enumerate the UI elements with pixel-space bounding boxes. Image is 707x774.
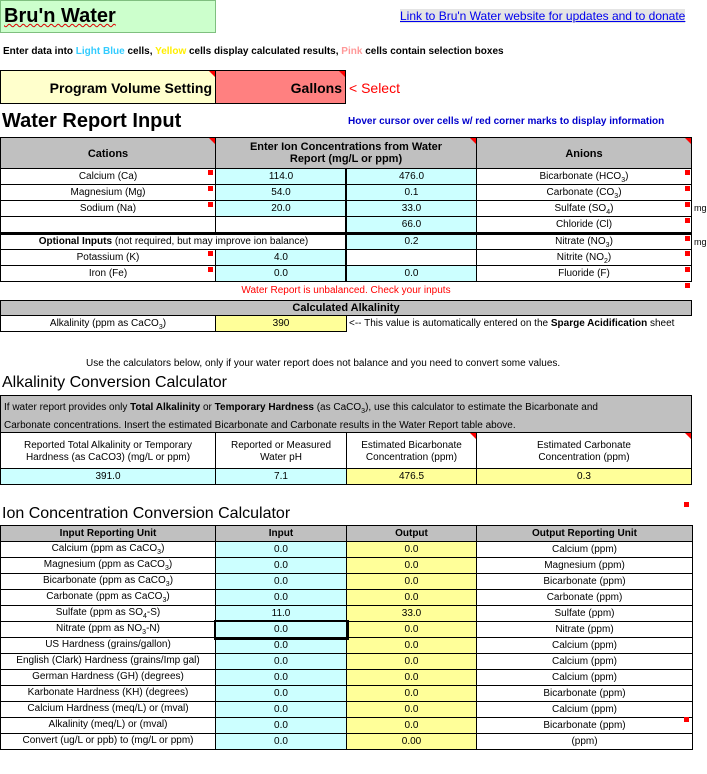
info-marker[interactable] (684, 717, 689, 722)
instructions: Enter data into Light Blue cells, Yellow cells display calculated results, Pink cells contain selection boxes (3, 46, 504, 57)
magnesium-input[interactable]: 54.0 (215, 184, 347, 201)
side-unit-2: mg (694, 237, 707, 247)
conversion-input[interactable]: 0.0 (216, 542, 347, 558)
water-report-title: Water Report Input (2, 110, 182, 132)
ion-conversion-table (0, 525, 693, 750)
info-marker[interactable] (685, 186, 690, 191)
input-unit-label: US Hardness (grains/gallon) (1, 638, 216, 654)
input-unit-label: Carbonate (ppm as CaCO$_3$) (1, 590, 216, 606)
reported-alkalinity-input[interactable]: 391.0 (0, 468, 216, 485)
input-unit-label: Bicarbonate (ppm as CaCO$_3$) (1, 574, 216, 590)
potassium-input[interactable]: 4.0 (215, 249, 347, 266)
conversion-input[interactable]: 0.0 (216, 686, 347, 702)
table-row (1, 734, 693, 750)
cation-label-sodium: Sodium (Na) (0, 200, 216, 217)
table-row (1, 718, 693, 734)
table-row (1, 590, 693, 606)
output-unit-label: Carbonate (ppm) (477, 590, 693, 606)
input-unit-label: Calcium (ppm as CaCO$_3$) (1, 542, 216, 558)
input-unit-label: Alkalinity (meq/L) or (mval) (1, 718, 216, 734)
legend-yellow: Yellow (155, 46, 187, 57)
alkalinity-calculator-title: Alkalinity Conversion Calculator (2, 374, 227, 391)
cation-empty-input (215, 216, 347, 233)
conversion-input[interactable]: 0.0 (216, 718, 347, 734)
conversion-input[interactable]: 0.0 (216, 702, 347, 718)
column-header: Output (347, 526, 477, 542)
column-divider (345, 168, 347, 282)
table-row (1, 670, 693, 686)
conversion-input[interactable]: 0.0 (216, 622, 347, 638)
cations-header: Cations (0, 137, 216, 169)
input-unit-label: Convert (ug/L or ppb) to (mg/L or ppm) (1, 734, 216, 750)
bicarbonate-input[interactable]: 476.0 (346, 168, 477, 185)
cation-label-empty (0, 216, 216, 233)
alkalinity-label: Alkalinity (ppm as CaCO$_3$) (0, 315, 216, 332)
info-marker[interactable] (685, 202, 690, 207)
output-unit-label: Bicarbonate (ppm) (477, 686, 693, 702)
info-marker[interactable] (685, 236, 690, 241)
side-unit-1: mg (694, 203, 707, 213)
website-link[interactable]: Link to Bru'n Water website for updates and to donate (400, 9, 686, 23)
table-header-row (1, 526, 693, 542)
calculated-alkalinity-header: Calculated Alkalinity (0, 300, 692, 316)
conversion-input[interactable]: 0.0 (216, 638, 347, 654)
hover-note: Hover cursor over cells w/ red corner marks to display information (348, 116, 665, 127)
conversion-input[interactable]: 0.0 (216, 574, 347, 590)
output-unit-label: Nitrate (ppm) (477, 622, 693, 638)
conversion-output: 0.0 (347, 654, 477, 670)
unbalanced-warning: Water Report is unbalanced. Check your inputs (241, 285, 451, 296)
sodium-input[interactable]: 20.0 (215, 200, 347, 217)
info-marker[interactable] (685, 218, 690, 223)
conversion-output: 0.0 (347, 702, 477, 718)
chloride-input[interactable]: 66.0 (346, 216, 477, 233)
conversion-output: 0.0 (347, 558, 477, 574)
anions-header: Anions (476, 137, 692, 169)
nitrate-input[interactable]: 0.2 (346, 234, 477, 250)
info-marker[interactable] (208, 251, 213, 256)
alkalinity-calculator-description: If water report provides only Total Alkalinity or Temporary Hardness (as CaCO$_3$), use this calculator to estimate the Bicarbonate and Carbonate concentrations. Insert the estimated Bicarbonate and Carbonate results in the Water Report table above. (0, 395, 692, 433)
input-unit-label: English (Clark) Hardness (grains/Imp gal) (1, 654, 216, 670)
output-unit-label: Calcium (ppm) (477, 654, 693, 670)
water-ph-header: Reported or Measured Water pH (215, 432, 347, 469)
output-unit-label: Calcium (ppm) (477, 638, 693, 654)
legend-light-blue: Light Blue (75, 46, 125, 57)
conversion-output: 0.0 (347, 574, 477, 590)
anion-label-fluoride: Fluoride (F) (476, 265, 692, 282)
conversion-output: 0.00 (347, 734, 477, 750)
info-marker[interactable] (685, 251, 690, 256)
input-unit-label: Calcium Hardness (meq/L) or (mval) (1, 702, 216, 718)
calcium-input[interactable]: 114.0 (215, 168, 347, 185)
info-marker[interactable] (208, 267, 213, 272)
app-title: Bru'n Water (4, 5, 116, 27)
input-unit-label: German Hardness (GH) (degrees) (1, 670, 216, 686)
volume-select[interactable]: Gallons (215, 70, 346, 104)
calculator-note: Use the calculators below, only if your water report does not balance and you need to convert some values. (86, 358, 561, 369)
ion-rows (1, 542, 693, 750)
bicarbonate-estimate-header: Estimated Bicarbonate Concentration (ppm) (346, 432, 477, 469)
info-marker[interactable] (208, 186, 213, 191)
cation-label-calcium: Calcium (Ca) (0, 168, 216, 185)
iron-input[interactable]: 0.0 (215, 265, 347, 282)
carbonate-estimate-header: Estimated Carbonate Concentration (ppm) (476, 432, 692, 469)
conversion-output: 0.0 (347, 590, 477, 606)
output-unit-label: Calcium (ppm) (477, 542, 693, 558)
anion-label-chloride: Chloride (Cl) (476, 216, 692, 233)
output-unit-label: Calcium (ppm) (477, 702, 693, 718)
ion-calculator-title: Ion Concentration Conversion Calculator (2, 505, 291, 522)
table-row (1, 654, 693, 670)
output-unit-label: Bicarbonate (ppm) (477, 718, 693, 734)
conversion-output: 0.0 (347, 542, 477, 558)
output-unit-label: (ppm) (477, 734, 693, 750)
conversion-output: 33.0 (347, 606, 477, 622)
cation-label-potassium: Potassium (K) (0, 249, 216, 266)
table-row (1, 702, 693, 718)
select-hint: < Select (349, 80, 400, 96)
app-title-cell (0, 0, 216, 33)
conversion-output: 0.0 (347, 638, 477, 654)
column-header: Input (216, 526, 347, 542)
table-row (1, 638, 693, 654)
column-header: Output Reporting Unit (477, 526, 693, 542)
conversion-output: 0.0 (347, 622, 477, 638)
reported-alkalinity-header: Reported Total Alkalinity or Temporary Hardness (as CaCO3) (mg/L or ppm) (0, 432, 216, 469)
carbonate-input[interactable]: 0.1 (346, 184, 477, 201)
carbonate-estimate: 0.3 (476, 468, 692, 485)
input-unit-label: Nitrate (ppm as $NO_3-N$) (1, 622, 216, 638)
conversion-input[interactable]: 0.0 (216, 558, 347, 574)
table-row (1, 606, 693, 622)
column-header: Input Reporting Unit (1, 526, 216, 542)
table-row (1, 686, 693, 702)
output-unit-label: Sulfate (ppm) (477, 606, 693, 622)
output-unit-label: Bicarbonate (ppm) (477, 574, 693, 590)
conversion-input[interactable]: 0.0 (216, 734, 347, 750)
conversion-input[interactable]: 0.0 (216, 590, 347, 606)
conversion-output: 0.0 (347, 718, 477, 734)
anion-label-sulfate: Sulfate $(SO_4)$ (476, 200, 692, 217)
anion-label-nitrate: Nitrate $(NO_3)$ (476, 234, 692, 250)
table-row (1, 558, 693, 574)
info-marker[interactable] (208, 202, 213, 207)
water-ph-input[interactable]: 7.1 (215, 468, 347, 485)
input-unit-label: Sulfate (ppm as $SO_4-S$) (1, 606, 216, 622)
conversion-input[interactable]: 11.0 (216, 606, 347, 622)
cation-label-iron: Iron (Fe) (0, 265, 216, 282)
info-marker[interactable] (685, 283, 690, 288)
optional-inputs-label: Optional Inputs (not required, but may improve ion balance) (0, 234, 347, 250)
info-marker[interactable] (685, 170, 690, 175)
bicarbonate-estimate: 476.5 (346, 468, 477, 485)
input-unit-label: Karbonate Hardness (KH) (degrees) (1, 686, 216, 702)
legend-pink: Pink (341, 46, 363, 57)
cation-label-magnesium: Magnesium (Mg) (0, 184, 216, 201)
table-row (1, 574, 693, 590)
anion-label-bicarbonate: Bicarbonate $(HCO_3)$ (476, 168, 692, 185)
table-row (1, 622, 693, 638)
anion-label-nitrite: Nitrite $(NO_2)$ (476, 249, 692, 266)
info-marker[interactable] (685, 267, 690, 272)
info-marker[interactable] (208, 170, 213, 175)
fluoride-input[interactable]: 0.0 (346, 265, 477, 282)
output-unit-label: Calcium (ppm) (477, 670, 693, 686)
sulfate-input[interactable]: 33.0 (346, 200, 477, 217)
volume-setting-label: Program Volume Setting (0, 70, 216, 104)
concentration-header: Enter Ion Concentrations from Water Report (mg/L or ppm) (215, 137, 477, 169)
anion-label-carbonate: Carbonate $(CO_3)$ (476, 184, 692, 201)
table-row (1, 542, 693, 558)
nitrite-empty (346, 249, 477, 266)
input-unit-label: Magnesium (ppm as CaCO$_3$) (1, 558, 216, 574)
conversion-input[interactable]: 0.0 (216, 654, 347, 670)
conversion-output: 0.0 (347, 670, 477, 686)
conversion-input[interactable]: 0.0 (216, 670, 347, 686)
output-unit-label: Magnesium (ppm) (477, 558, 693, 574)
alkalinity-note: <-- This value is automatically entered on the Sparge Acidification sheet (349, 318, 675, 329)
alkalinity-value: 390 (215, 315, 347, 332)
info-marker[interactable] (684, 502, 689, 507)
conversion-output: 0.0 (347, 686, 477, 702)
